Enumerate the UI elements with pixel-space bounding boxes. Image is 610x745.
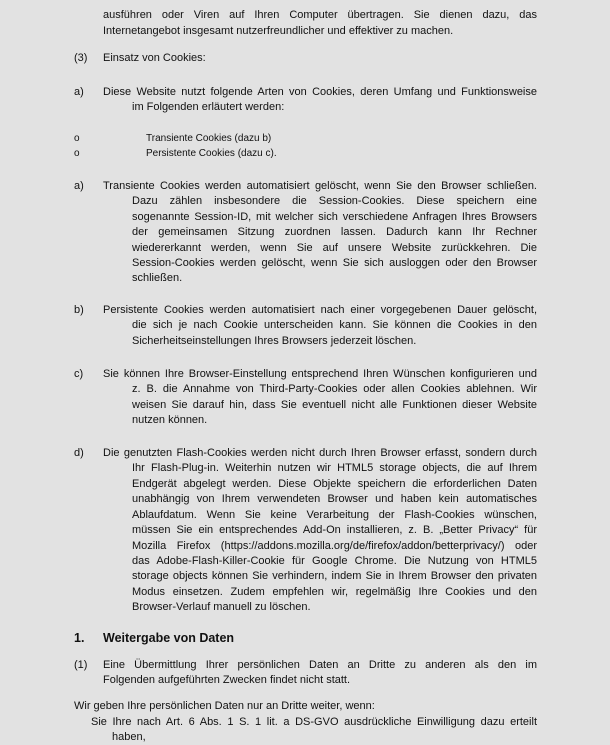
paragraph-b-line: Sicherheitseinstellungen Ihres Browsers jederzeit löschen. bbox=[132, 335, 417, 347]
paragraph-b-line: Persistente Cookies werden automatisiert nach einer vorgegebenen Dauer gelöscht, bbox=[103, 304, 537, 316]
paragraph-d-line: Endgerät abgelegt werden. Diese Objekte speichern die erforderlichen Daten bbox=[132, 478, 537, 490]
bullet-marker: o bbox=[74, 133, 80, 144]
paragraph-a2-line: Dazu zählen insbesondere die Session-Cookies. Diese speichern eine bbox=[132, 195, 537, 207]
paragraph-a2-line: Transiente Cookies werden automatisiert gelöscht, wenn Sie den Browser schließen. bbox=[103, 180, 537, 192]
paragraph-d-line: Browser-Verlauf manuell zu löschen. bbox=[132, 601, 311, 613]
paragraph-1-line-2: Folgenden aufgeführten Zwecken findet nicht statt. bbox=[103, 674, 351, 686]
paragraph-d-line: Die genutzten Flash-Cookies werden nicht durch Ihren Browser erfasst, sondern durch bbox=[103, 447, 537, 459]
paragraph-d-line: Mozilla Firefox (https://addons.mozilla.org/de/firefox/addon/betterprivacy/) oder bbox=[132, 540, 537, 552]
paragraph-a-line-2: im Folgenden erläutert werden: bbox=[132, 101, 285, 113]
section-title: Einsatz von Cookies: bbox=[103, 52, 206, 64]
paragraph-1-line-1: Eine Übermittlung Ihrer persönlichen Daten an Dritte zu anderen als den im bbox=[103, 659, 537, 671]
paragraph-b-line: die sich je nach Cookie unterscheiden kann. Sie können die Cookies in den bbox=[132, 319, 537, 331]
heading-number: 1. bbox=[74, 631, 85, 645]
paragraph-c-line: nutzen können. bbox=[132, 414, 208, 426]
paragraph-d-line: storage objects können Sie verhindern, indem Sie in Ihrem Browser den privaten bbox=[132, 570, 537, 582]
paragraph-c-line: z. B. die Annahme von Third-Party-Cookies oder allen Cookies ablehnen. Wir bbox=[132, 383, 537, 395]
paragraph-c-line: Sie können Ihre Browser-Einstellung entsprechend Ihren Wünschen konfigurieren und bbox=[103, 368, 537, 380]
intro-line-2: Internetangebot insgesamt nutzerfreundlicher und effektiver zu machen. bbox=[103, 25, 454, 37]
list-label-c: c) bbox=[74, 368, 84, 380]
intro-line-1: ausführen oder Viren auf Ihren Computer übertragen. Sie dienen dazu, das bbox=[103, 9, 537, 21]
paragraph-3-line-2: haben, bbox=[112, 731, 146, 743]
heading-title: Weitergabe von Daten bbox=[103, 631, 235, 645]
paragraph-d-line: Ablaufdatum. Wenn Sie keine Verarbeitung der Flash-Cookies wünschen, bbox=[132, 509, 537, 521]
bullet-item: Transiente Cookies (dazu b) bbox=[146, 133, 272, 144]
bullet-item: Persistente Cookies (dazu c). bbox=[146, 148, 277, 159]
paragraph-d-line: Ihr Flash-Plug-in. Weiterhin nutzen wir HTML5 storage objects, die auf Ihrem bbox=[132, 462, 537, 474]
paragraph-a2-line: sogenannte Session-ID, mit welcher sich verschiedene Anfragen Ihres Browsers bbox=[132, 211, 537, 223]
paragraph-d-line: das Adobe-Flash-Killer-Cookie für Google Chrome. Die Nutzung von HTML5 bbox=[132, 555, 537, 567]
section-number: (3) bbox=[74, 52, 88, 64]
paragraph-d-line: unabhängig von Ihrem verwendeten Browser und haben kein automatisches bbox=[132, 493, 537, 505]
list-label-a: a) bbox=[74, 180, 84, 192]
bullet-marker: o bbox=[74, 148, 80, 159]
paragraph-a2-line: der gemeinsamen Sitzung zuordnen lassen. Dadurch kann Ihr Rechner bbox=[132, 226, 537, 238]
paragraph-c-line: weisen Sie darauf hin, dass Sie eventuell nicht alle Funktionen dieser Website bbox=[132, 399, 537, 411]
paragraph-a2-line: schließen. bbox=[132, 272, 183, 284]
paragraph-a2-line: wiedererkannt werden, wenn Sie auf unsere Website zurückkehren. Die bbox=[132, 242, 537, 254]
list-label-b: b) bbox=[74, 304, 84, 316]
paragraph-a-line-1: Diese Website nutzt folgende Arten von Cookies, deren Umfang und Funktionsweise bbox=[103, 86, 537, 98]
paragraph-number: (1) bbox=[74, 659, 88, 671]
list-label-a: a) bbox=[74, 86, 84, 98]
paragraph-a2-line: Session-Cookies werden gelöscht, wenn Sie sich ausloggen oder den Browser bbox=[132, 257, 537, 269]
paragraph-2: Wir geben Ihre persönlichen Daten nur an Dritte weiter, wenn: bbox=[74, 700, 375, 712]
list-label-d: d) bbox=[74, 447, 84, 459]
paragraph-d-line: müssen Sie ein entsprechendes Add-On installieren, z. B. „Better Privacy“ für bbox=[132, 524, 537, 536]
paragraph-d-line: Modus einsetzen. Zudem empfehlen wir, regelmäßig Ihre Cookies und den bbox=[132, 586, 537, 598]
paragraph-3-line-1: Sie Ihre nach Art. 6 Abs. 1 S. 1 lit. a DS-GVO ausdrückliche Einwilligung dazu erteilt bbox=[91, 716, 537, 728]
